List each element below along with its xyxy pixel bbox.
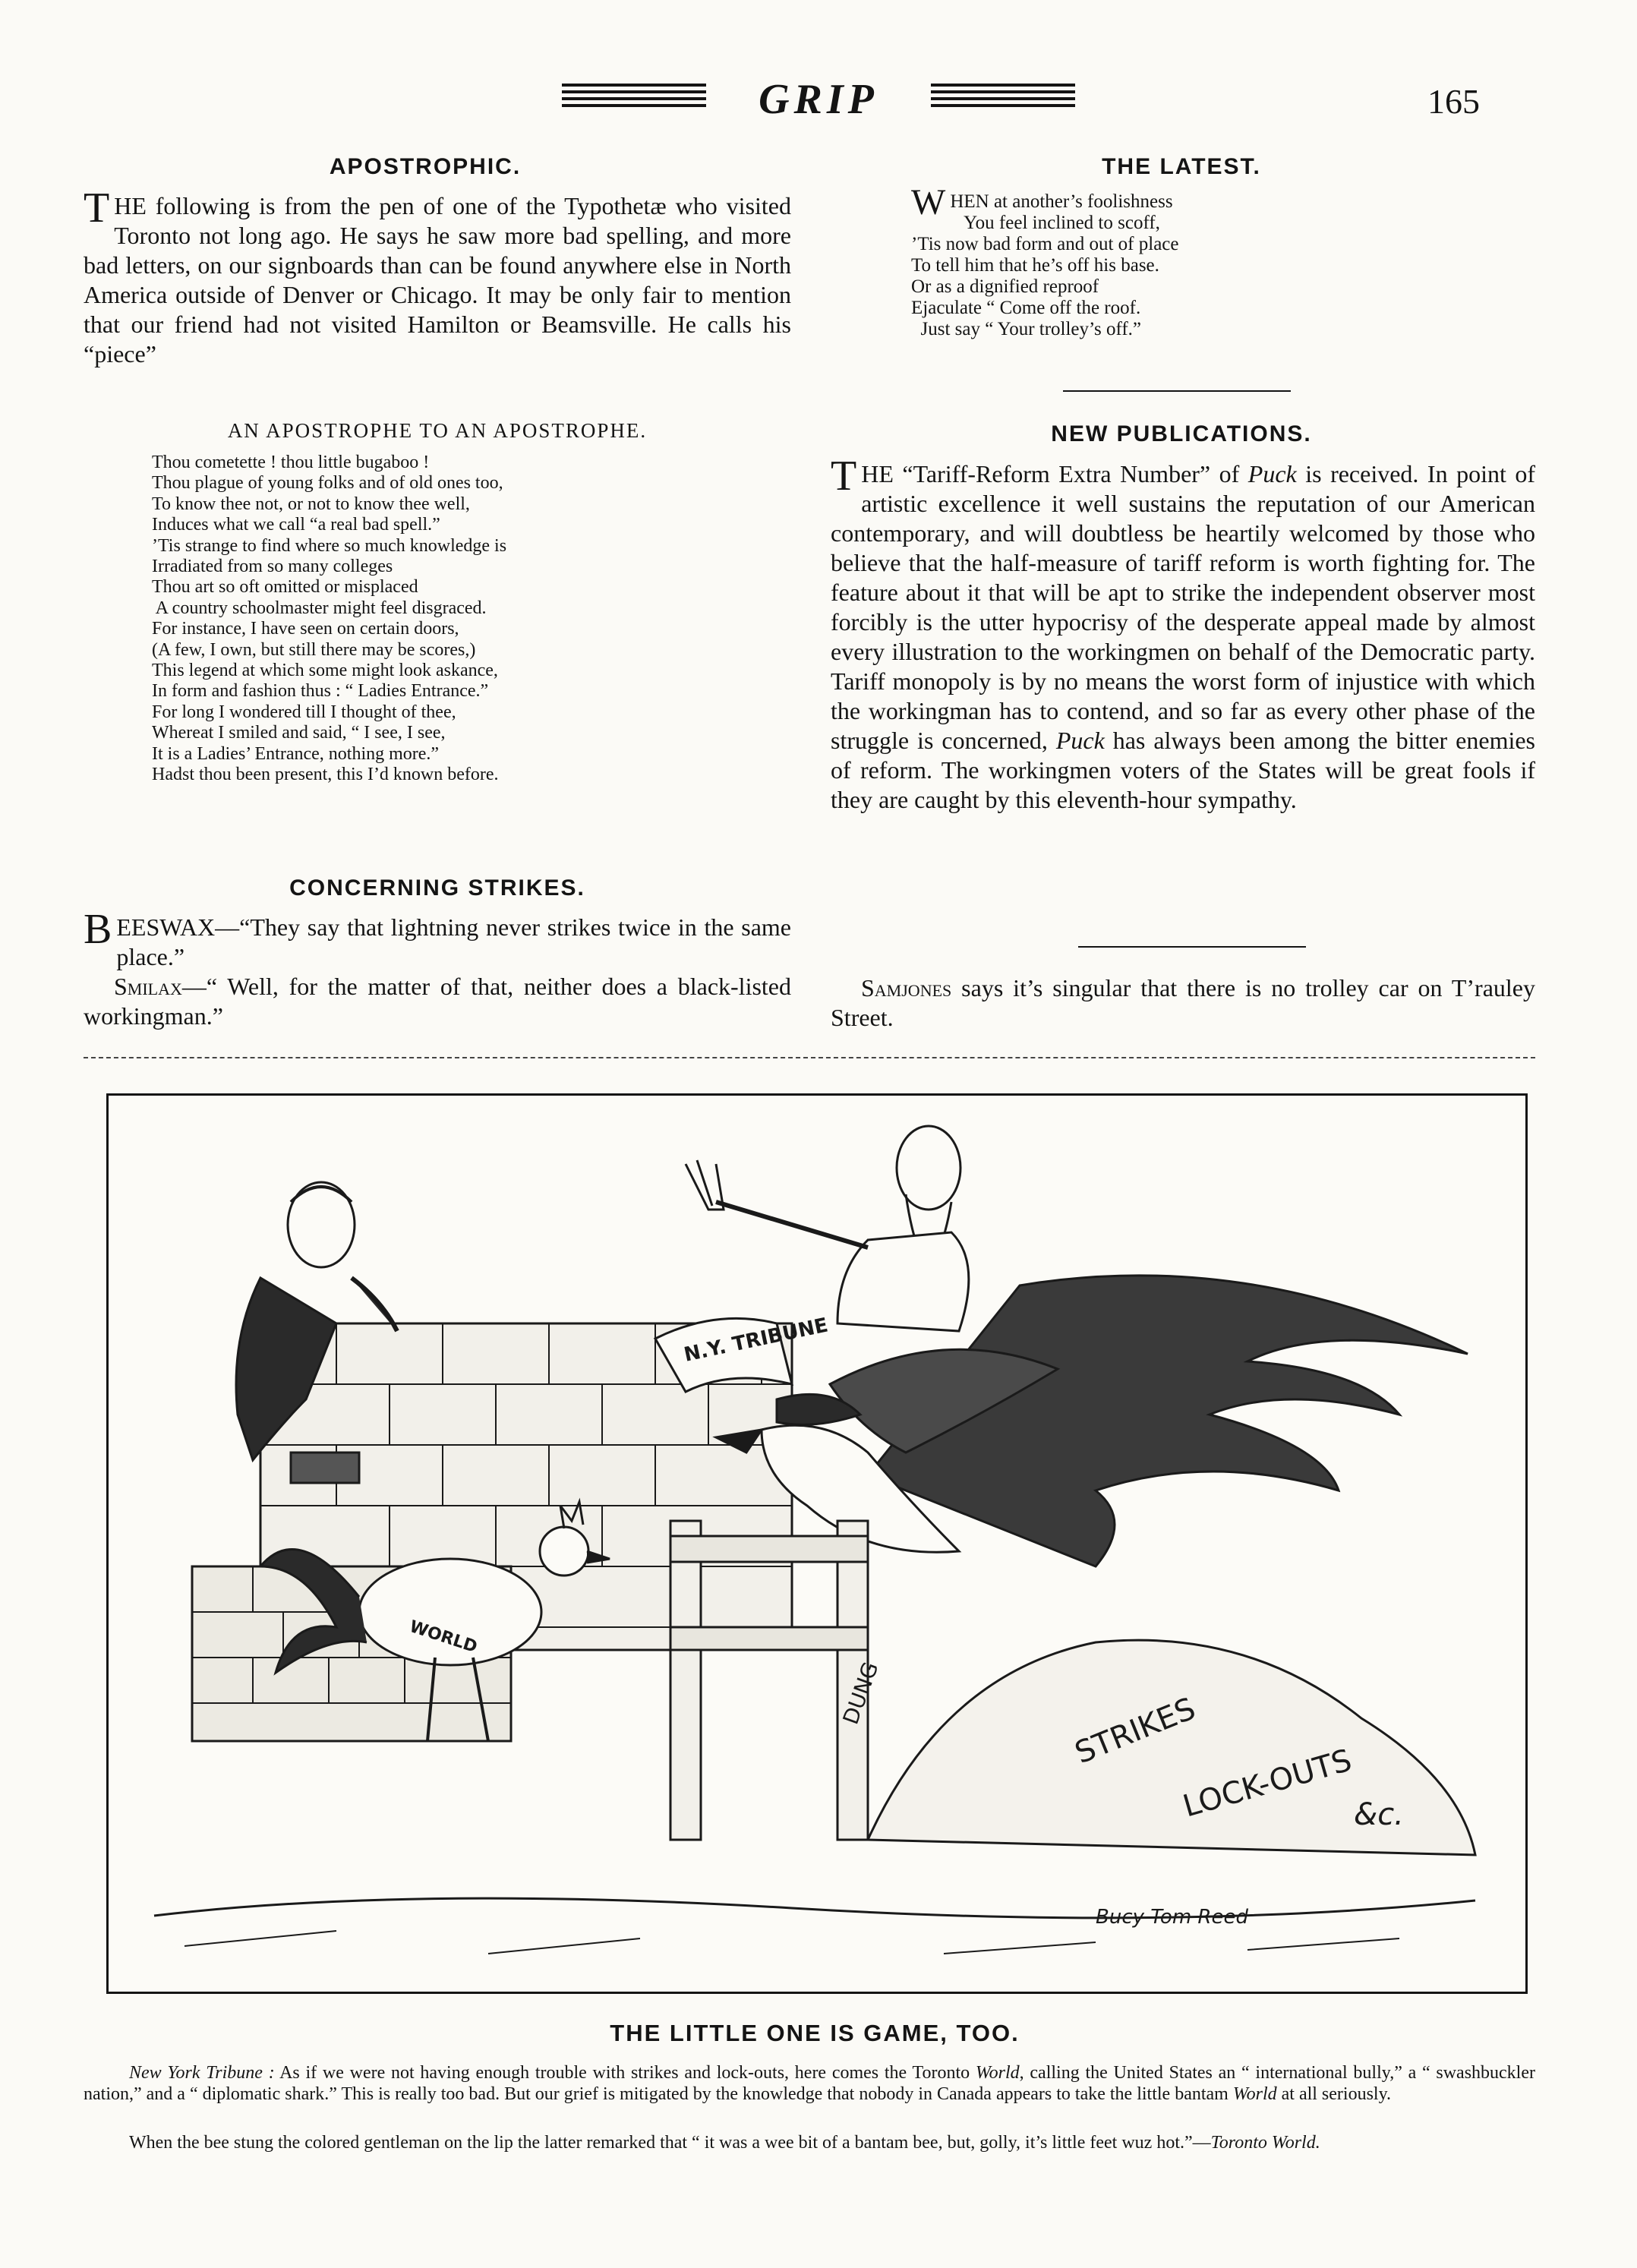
caption-note-bee bbox=[84, 2132, 1535, 2153]
publications-text-1: HE “Tariff-Reform Extra Number” of bbox=[861, 460, 1248, 487]
strikes-dialogue bbox=[84, 906, 791, 1031]
poem-line: For long I wondered till I thought of thee, bbox=[152, 702, 456, 722]
poem-line: For instance, I have seen on certain doors, bbox=[152, 619, 459, 639]
strikes-line-1: EESWAX—“They say that lightning never strikes twice in the same place.” bbox=[116, 913, 791, 970]
poem-line: This legend at which some might look askance, bbox=[152, 661, 498, 681]
strikes-dropcap: B bbox=[84, 906, 112, 953]
puck-title-2: Puck bbox=[1055, 727, 1105, 754]
poem-line: Irradiated from so many colleges bbox=[152, 557, 393, 577]
verse-line: HEN at another’s foolishness bbox=[950, 191, 1173, 212]
samjones-paragraph bbox=[831, 973, 1535, 1033]
bee-note-source: Toronto World. bbox=[1210, 2133, 1320, 2153]
divider bbox=[1063, 390, 1291, 392]
bee-note-text: When the bee stung the colored gentleman on the lip the latter remarked that “ it was a wee bit of a bantam bee, but, golly, it’s little feet wuz hot.”— bbox=[129, 2133, 1211, 2153]
poem-title: AN APOSTROPHE TO AN APOSTROPHE. bbox=[227, 419, 648, 442]
divider bbox=[1078, 946, 1306, 948]
masthead-title: GRIP bbox=[759, 76, 878, 123]
latest-lines bbox=[911, 182, 1179, 340]
poem-line: To know thee not, or not to know thee well, bbox=[152, 494, 470, 514]
poem-line: Thou cometette ! thou little bugaboo ! bbox=[152, 453, 430, 472]
masthead-rule-right bbox=[931, 84, 1075, 115]
poem-line: It is a Ladies’ Entrance, nothing more.” bbox=[152, 743, 440, 764]
caption-note-text-3: at all seriously. bbox=[1276, 2084, 1392, 2104]
publications-dropcap: T bbox=[831, 453, 857, 500]
puck-title: Puck bbox=[1247, 460, 1297, 487]
apostrophic-text: HE following is from the pen of one of the Typothetæ who visited Toronto not long ago. He says he saw more bad spelling, and more bad letters, on our signboards than can be found anywhere else in North America outside of Denver or Chicago. It may be only fair to mention that our friend had not visited Hamilton or Beamsville. He calls his “piece” bbox=[84, 192, 791, 367]
publications-heading: NEW PUBLICATIONS. bbox=[1051, 421, 1312, 446]
page-number: 165 bbox=[1427, 82, 1480, 121]
verse-line: ’Tis now bad form and out of place bbox=[911, 234, 1179, 254]
caption-note-tribune bbox=[84, 2062, 1535, 2105]
poem-line: Induces what we call “a real bad spell.” bbox=[152, 515, 440, 535]
world-title-2: World bbox=[1232, 2084, 1277, 2104]
poem-line: Thou plague of young folks and of old ones too, bbox=[152, 473, 503, 494]
verse-line: You feel inclined to scoff, bbox=[950, 213, 1160, 233]
strikes-label: STRIKES bbox=[1070, 1691, 1200, 1771]
poem-line: (A few, I own, but still there may be scores,) bbox=[152, 639, 476, 660]
artist-signature: Bucy Tom Reed bbox=[1096, 1906, 1248, 1929]
caption-note-text-1: As if we were not having enough trouble with strikes and lock-outs, here comes the Toronto bbox=[274, 2063, 976, 2083]
caption-note-source bbox=[129, 2063, 275, 2083]
poem-line: A country schoolmaster might feel disgraced. bbox=[152, 598, 487, 618]
strikes-speaker-2: Smilax bbox=[114, 973, 182, 1000]
samjones-text: says it’s singular that there is no trolley car on T’rauley Street. bbox=[831, 974, 1535, 1031]
tribune-source: New York Tribune : bbox=[129, 2063, 275, 2083]
caption-note-text-2: , calling the United States an “ international bully,” a “ swashbuckler nation,” and a “ diplomatic shark.” This is really too bad. But our grief is mitigated by the knowledge that nobody in Canada appears to take the little bantam bbox=[84, 2063, 1535, 2104]
poem-line: Whereat I smiled and said, “ I see, I see, bbox=[152, 723, 446, 743]
verse-line: Ejaculate “ Come off the roof. bbox=[911, 298, 1141, 318]
publications-text-3: has always been among the bitter enemies of reform. The workingmen voters of the States will be great fools if they are caught by this eleventh-hour sympathy. bbox=[831, 727, 1536, 813]
apostrophic-body bbox=[84, 185, 791, 369]
verse-line: Just say “ Your trolley’s off.” bbox=[911, 319, 1142, 339]
masthead bbox=[0, 73, 1637, 126]
rooster-label: WORLD bbox=[407, 1617, 480, 1658]
poem-line: ’Tis strange to find where so much knowledge is bbox=[152, 535, 507, 556]
cartoon-drawing bbox=[109, 1096, 1525, 1992]
poem-line: Thou art so oft omitted or misplaced bbox=[152, 577, 418, 598]
publications-body bbox=[831, 453, 1536, 815]
cartoon-caption-title: THE LITTLE ONE IS GAME, TOO. bbox=[610, 2020, 1020, 2046]
latest-heading: THE LATEST. bbox=[1102, 154, 1261, 179]
world-title: World bbox=[975, 2063, 1020, 2083]
strikes-heading: CONCERNING STRIKES. bbox=[289, 875, 585, 901]
strikes-line-2: —“ Well, for the matter of that, neither does a black-listed workingman.” bbox=[84, 973, 791, 1030]
verse-line: To tell him that he’s off his base. bbox=[911, 255, 1159, 276]
apostrophic-dropcap: T bbox=[84, 185, 110, 232]
hat-label: N.Y. TRIBUNE bbox=[682, 1314, 831, 1367]
latest-verse bbox=[911, 182, 1179, 340]
post-label: DUNG bbox=[837, 1658, 884, 1728]
cartoon-illustration bbox=[106, 1093, 1528, 1994]
etc-label: &c. bbox=[1354, 1797, 1404, 1832]
section-divider bbox=[84, 1057, 1535, 1058]
poem-line: In form and fashion thus : “ Ladies Entrance.” bbox=[152, 681, 489, 702]
publications-text-2: is received. In point of artistic excellence it well sustains the reputation of our American contemporary, and will doubtless be heartily welcomed by those who believe that the half-measure of tariff reform is worth fighting for. The feature about it that will be apt to strike the independent observer most forcibly is the utter hypocrisy of the desperate appeal made by almost every illustration to the workingmen on behalf of the Democratic party. Tariff monopoly is by no means the worst form of injustice with which the workingman has to contend, and so far as every other phase of the struggle is concerned, bbox=[831, 460, 1536, 754]
lockouts-label: LOCK-OUTS bbox=[1179, 1743, 1356, 1825]
verse-line: Or as a dignified reproof bbox=[911, 276, 1099, 297]
poem bbox=[152, 453, 506, 786]
apostrophic-heading: APOSTROPHIC. bbox=[329, 154, 522, 179]
samjones-name: Samjones bbox=[861, 974, 952, 1002]
latest-dropcap: W bbox=[911, 182, 946, 222]
poem-line: Hadst thou been present, this I’d known before. bbox=[152, 765, 499, 785]
